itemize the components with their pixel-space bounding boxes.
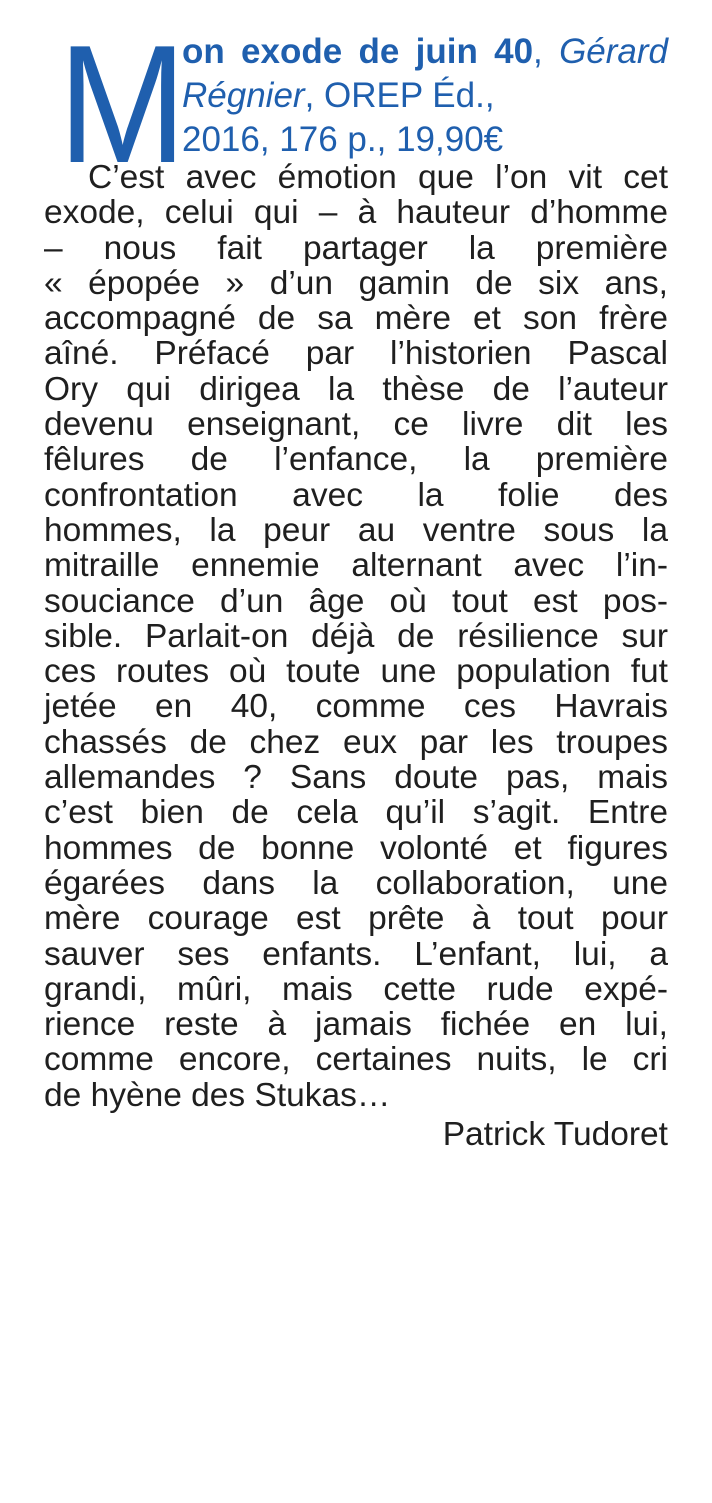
body-line: sible. Parlait-on déjà de résilience sur [44, 617, 668, 655]
body-line: mère courage est prête à tout pour [44, 900, 668, 938]
book-author: Gérard Régnier [182, 32, 668, 115]
body-line: chassés de chez eux par les troupes [44, 723, 668, 761]
body-line: souciance d’un âge où tout est pos- [44, 582, 668, 620]
body-line: mitraille ennemie alternant avec l’in- [44, 547, 668, 585]
book-title: on exode de juin 40 [182, 32, 534, 71]
body-line: hommes, la peur au ventre sous la [44, 511, 668, 549]
body-line: jetée en 40, comme ces Havrais [44, 688, 668, 726]
body-line: exode, celui qui – à hauteur d’homme [44, 194, 668, 232]
body-line: comme encore, certaines nuits, le cri [44, 1041, 668, 1079]
body-line: grandi, mûri, mais cette rude expé- [44, 970, 668, 1008]
body-line: de hyène des Stukas… [44, 1076, 391, 1114]
book-publisher: , OREP Éd., [304, 76, 495, 115]
body-line: – nous fait partager la première [44, 229, 668, 267]
body-line: ces routes où toute une population fut [44, 653, 668, 691]
body-line: confrontation avec la folie des [44, 476, 668, 514]
body-line: c’est bien de cela qu’il s’agit. Entre [44, 794, 668, 832]
body-line: égarées dans la collaboration, une [44, 864, 668, 902]
body-line: Ory qui dirigea la thèse de l’auteur [44, 370, 668, 408]
review-body [44, 160, 668, 1113]
drop-cap: M [58, 10, 184, 198]
body-line: C’est avec émotion que l’on vit cet [88, 159, 668, 196]
body-line: allemandes ? Sans doute pas, mais [44, 759, 668, 797]
book-reference [182, 30, 668, 162]
book-review [44, 10, 668, 1155]
book-details: 2016, 176 p., 19,90€ [182, 120, 504, 159]
body-line: sauver ses enfants. L’enfant, lui, a [44, 935, 668, 973]
body-line: accompagné de sa mère et son frère [44, 300, 668, 338]
title-separator: , [533, 32, 560, 71]
body-line: « épopée » d’un gamin de six ans, [44, 264, 668, 302]
body-line: fêlures de l’enfance, la première [44, 441, 668, 479]
review-signature: Patrick Tudoret [442, 1116, 668, 1154]
body-line: devenu enseignant, ce livre dit les [44, 406, 668, 444]
body-line: rience reste à jamais fichée en lui, [44, 1006, 668, 1044]
body-line: hommes de bonne volonté et figures [44, 829, 668, 867]
body-line: aîné. Préfacé par l’historien Pascal [44, 335, 668, 373]
